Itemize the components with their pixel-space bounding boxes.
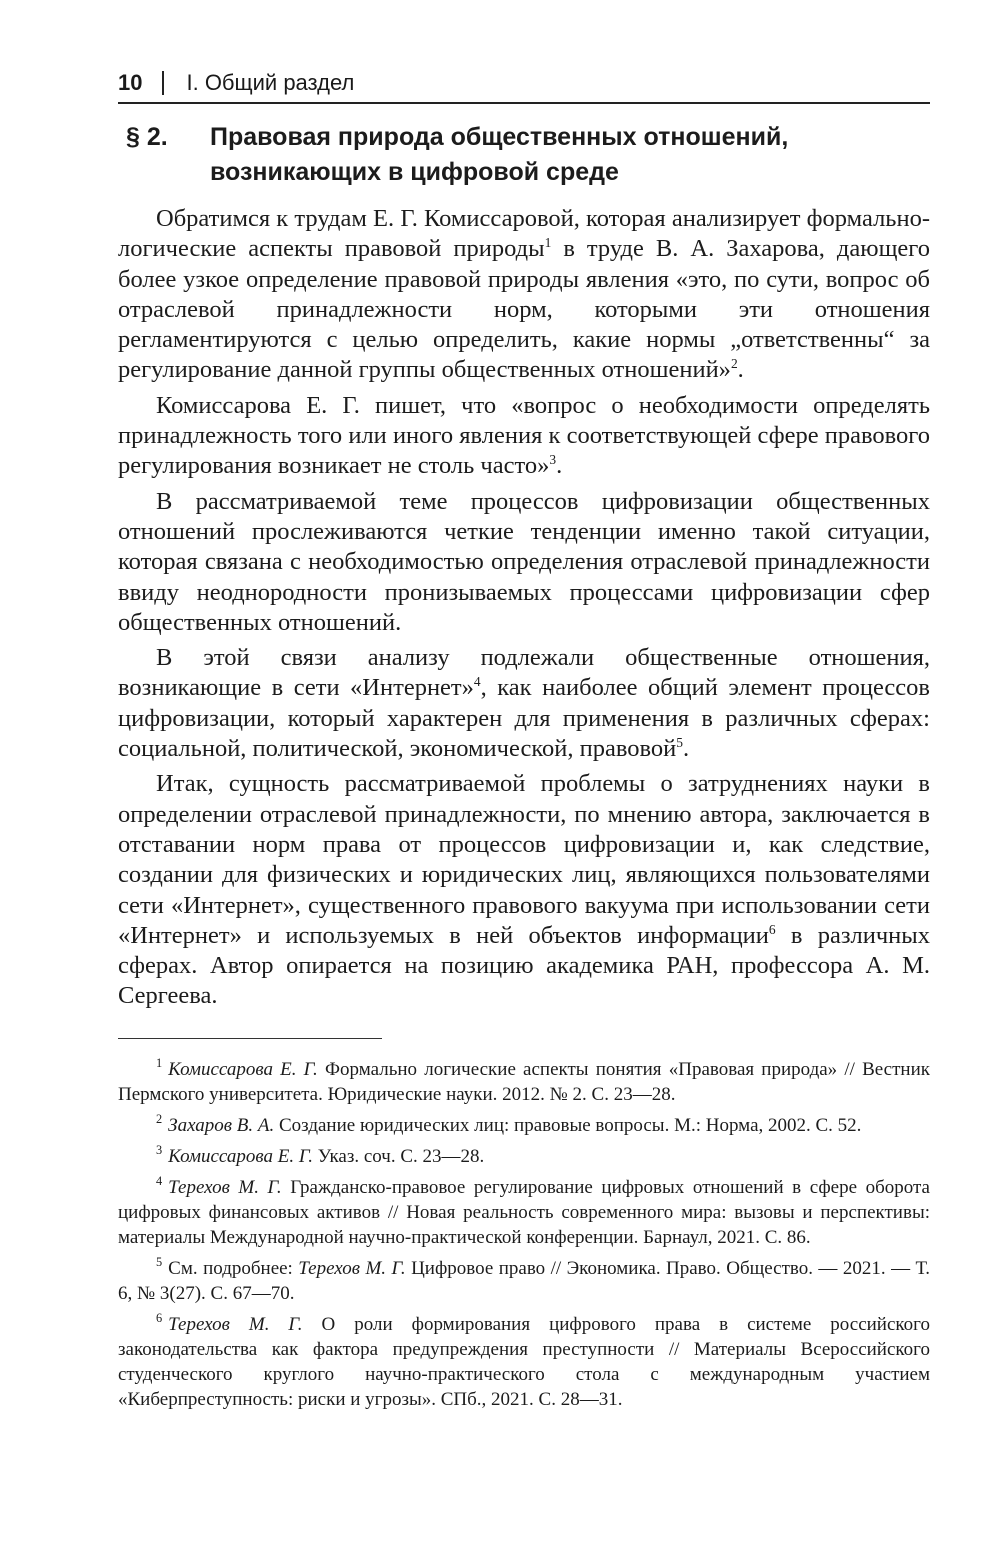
paragraph: Обратимся к трудам Е. Г. Комиссаровой, которая анализирует формально-логические аспекты правовой природы$^1$ в труде В. А. Захарова, дающего более узкое определение правовой природы явления «это, по сути, вопрос об отраслевой принадлежности норм, которыми эти отношения регламентируются с целью определить, какие нормы „ответственны“ за регулирование данной группы общественных отношений»$^2$. — [118, 205, 930, 384]
running-head — [118, 64, 930, 104]
footnote: $^5$ См. подробнее: Терехов М. Г. Цифровое право // Экономика. Право. Общество. — 2021. — Т. 6, № 3(27). С. 67—70. — [118, 1255, 930, 1304]
footnote-author: Комиссарова Е. Г. — [168, 1058, 318, 1080]
book-page — [118, 64, 930, 1418]
footnote-author: Терехов М. Г. — [168, 1176, 282, 1198]
footnote-author: Захаров В. А. — [168, 1114, 275, 1136]
footnote-ref: 4 — [473, 674, 481, 690]
footnote-separator — [118, 1038, 382, 1039]
footnote-ref: 6 — [768, 921, 776, 937]
footnote-ref: 1 — [544, 235, 552, 251]
header-divider — [162, 71, 164, 95]
paragraph: Итак, сущность рассматриваемой проблемы о затруднениях науки в определении отраслевой принадлежности, по мнению автора, заключается в отставании норм права от процессов цифровизации и, как следствие, создании для физических и юридических лиц, являющихся пользователями сети «Интернет», существенного правового вакуума при использовании сети «Интернет» и используемых в ней объектов информации$^6$ в различных сферах. Автор опирается на позицию академика РАН, профессора А. М. Сергеева. — [118, 770, 930, 1010]
footnote-ref: 5 — [676, 734, 683, 750]
footnote: $^4$ Терехов М. Г. Гражданско-правовое регулирование цифровых отношений в сфере оборота цифровых финансовых активов // Новая реальность современного мира: вызовы и перспективы: материалы Международной научно-практической конференции. Барнаул, 2021. С. 86. — [118, 1174, 930, 1248]
section-number: § 2. — [126, 123, 168, 151]
footnote-ref: 2 — [730, 356, 738, 372]
footnote-ref: 3 — [549, 452, 557, 468]
paragraph: Комиссарова Е. Г. пишет, что «вопрос о необходимости определять принадлежность того или иного явления к соответствующей сфере правового регулирования возникает не столь часто»$^3$. — [118, 391, 930, 480]
main-text — [118, 204, 930, 1012]
footnote: $^6$ Терехов М. Г. О роли формирования цифрового права в системе российского законодательства как фактора предупреждения преступности // Материалы Всероссийского студенческого круглого научно-практического стола с международным участием «Киберпреступность: риски и угрозы». СПб., 2021. С. 28—31. — [118, 1311, 930, 1410]
footnote-author: Терехов М. Г. — [298, 1257, 406, 1279]
section-title: I. Общий раздел — [186, 70, 355, 95]
paragraph: В этой связи анализу подлежали общественные отношения, возникающие в сети «Интернет»$^4$, как наиболее общий элемент процессов цифровизации, который характерен для применения в различных сферах: социальной, политической, экономической, правовой$^5$. — [118, 644, 930, 763]
footnote: $^3$ Комиссарова Е. Г. Указ. соч. С. 23—28. — [156, 1143, 485, 1167]
footnote: $^2$ Захаров В. А. Создание юридических лиц: правовые вопросы. М.: Норма, 2002. С. 52. — [156, 1112, 862, 1136]
footnotes — [118, 1057, 930, 1412]
footnote-author: Комиссарова Е. Г. — [168, 1145, 313, 1167]
footnote-author: Терехов М. Г. — [168, 1313, 303, 1335]
footnote: $^1$ Комиссарова Е. Г. Формально логические аспекты понятия «Правовая природа» // Вестник Пермского университета. Юридические науки. 2012. № 2. С. 23—28. — [118, 1056, 930, 1105]
page-number: 10 — [118, 70, 143, 95]
section-heading-title: Правовая природа общественных отношений, возникающих в цифровой среде — [210, 123, 789, 186]
paragraph: В рассматриваемой теме процессов цифровизации общественных отношений прослеживаются четкие тенденции именно такой ситуации, которая связана с необходимостью определения отраслевой принадлежности ввиду неоднородности пронизываемых процессами цифровизации сфер общественных отношений. — [118, 487, 930, 636]
chapter-heading — [118, 120, 930, 190]
